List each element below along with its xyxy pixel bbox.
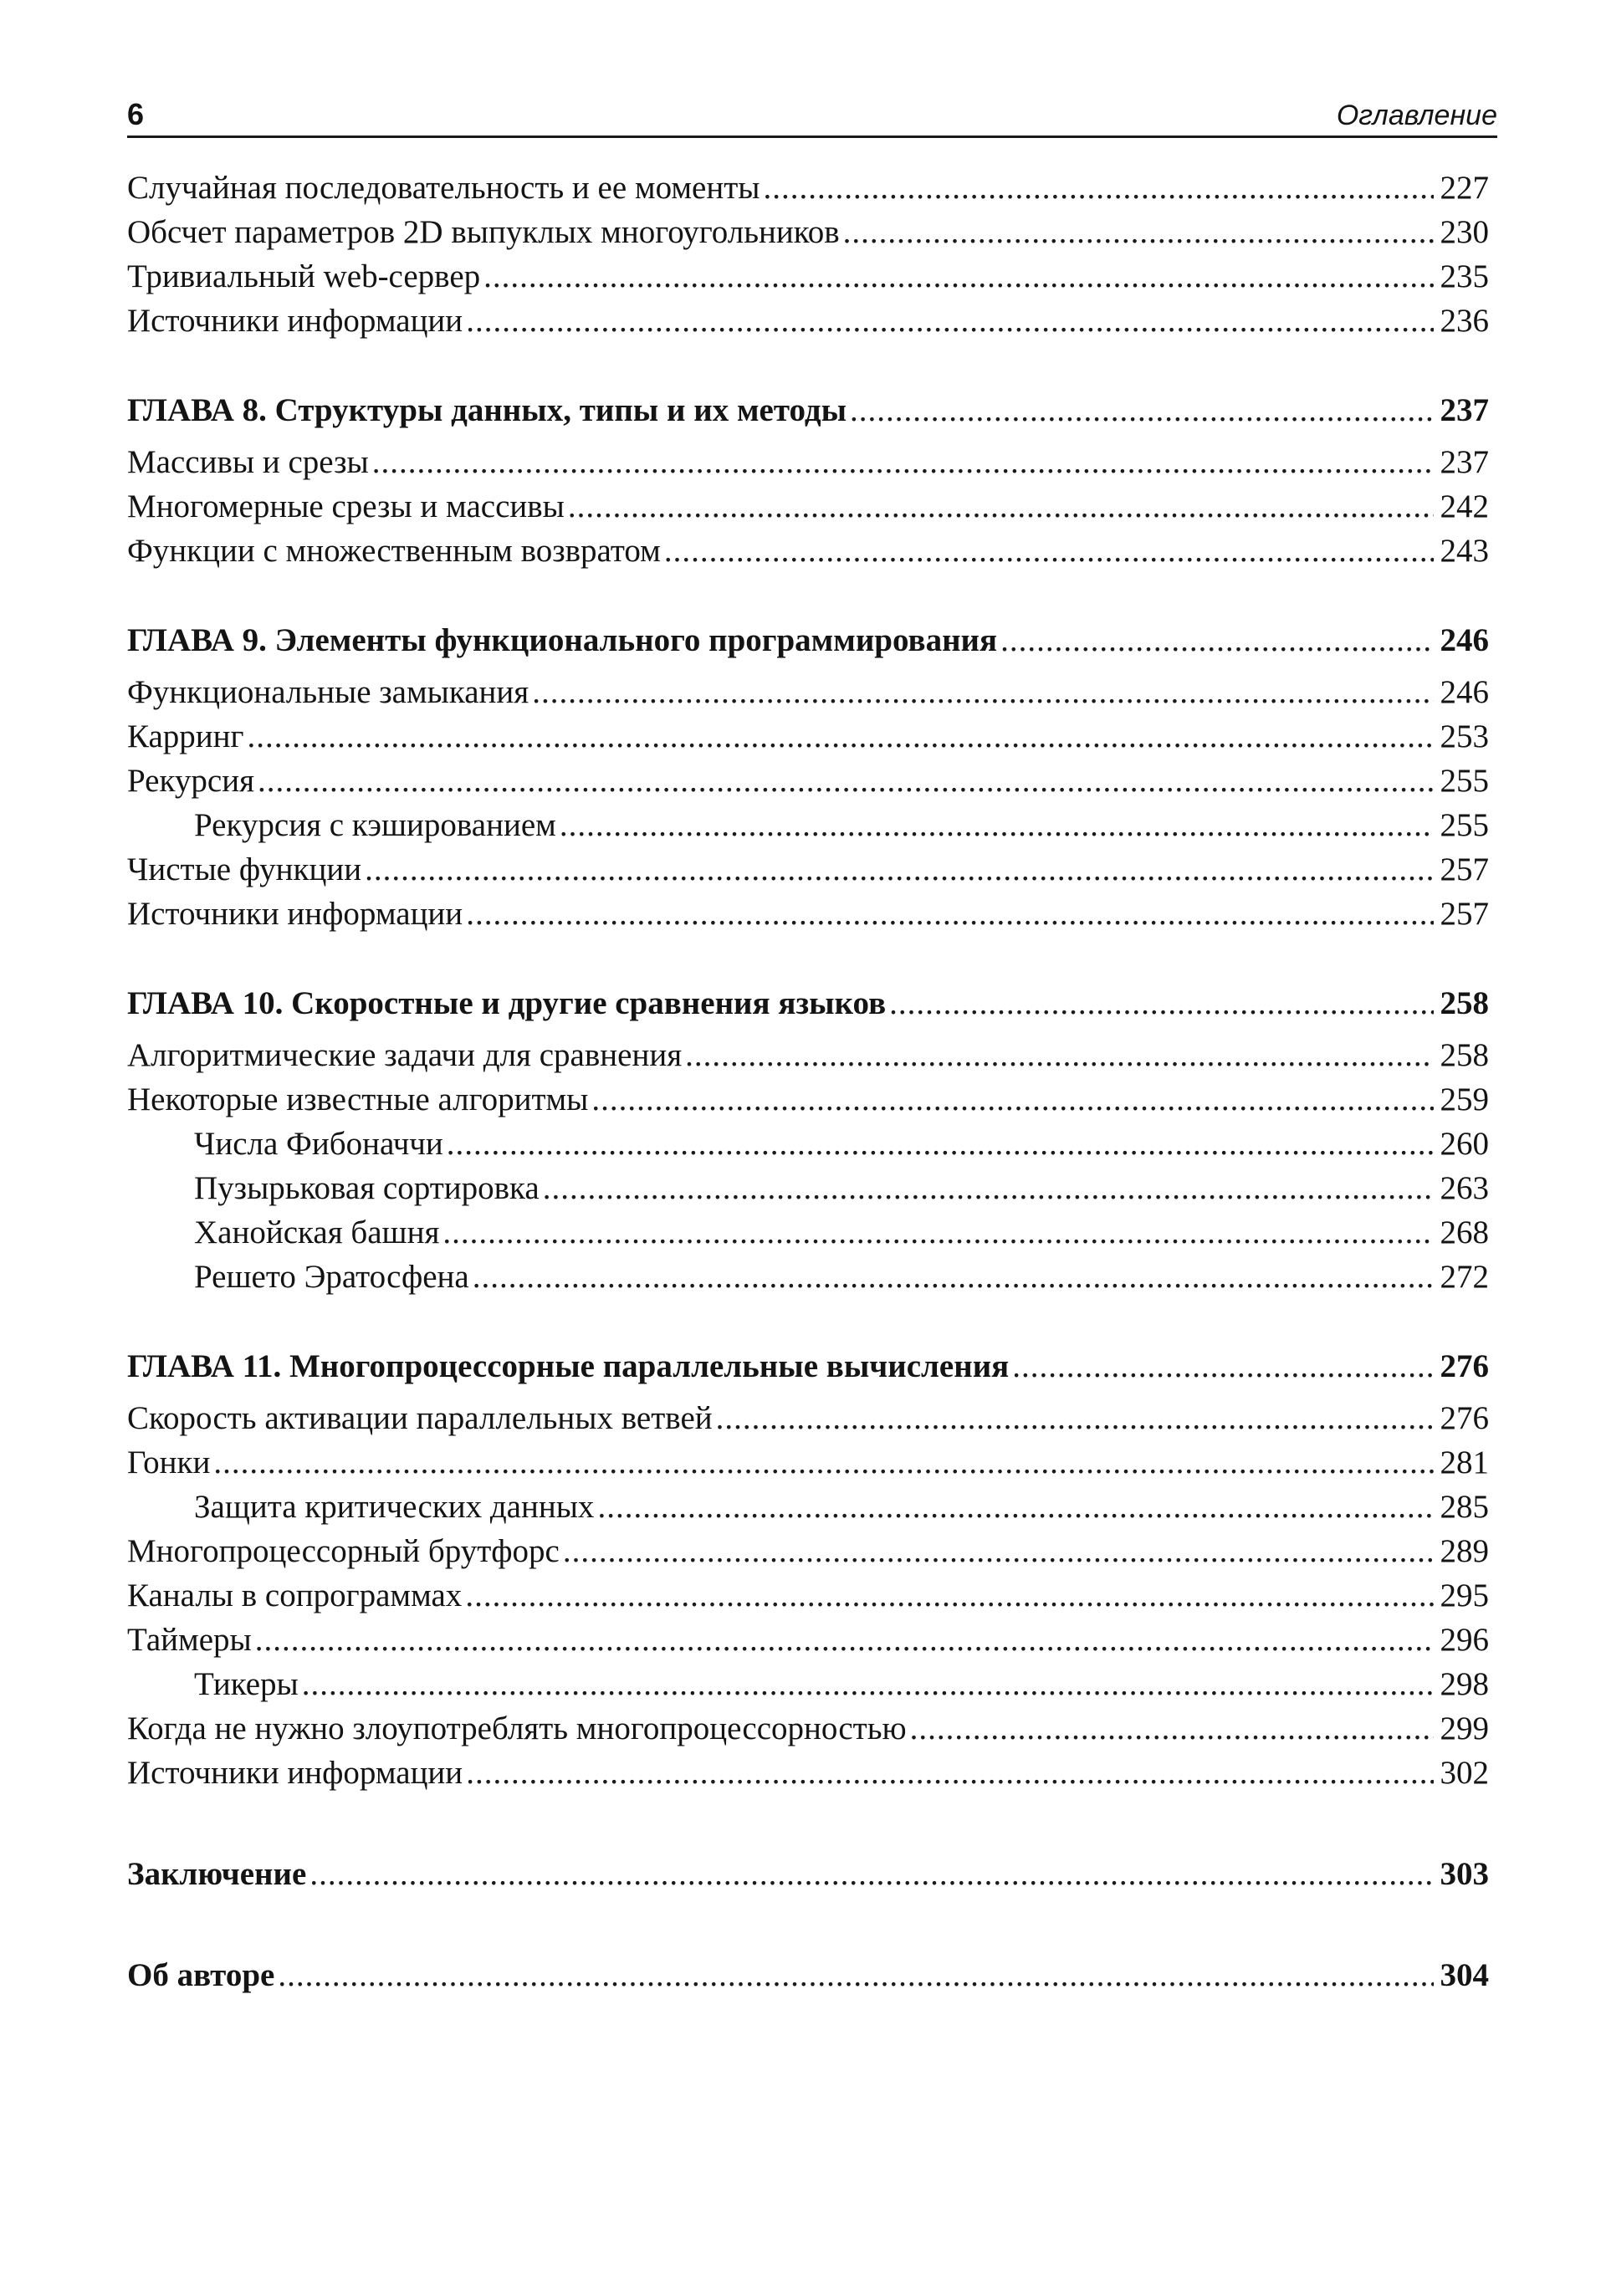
toc-subentry[interactable] — [127, 1166, 1489, 1210]
toc-entry[interactable] — [127, 1618, 1489, 1662]
toc-subentry[interactable] — [127, 803, 1489, 847]
section-title: Заключение — [127, 1856, 307, 1892]
toc-entry-page: 230 — [1440, 214, 1489, 250]
dot-leader — [685, 1033, 1434, 1077]
dot-leader — [591, 1077, 1434, 1122]
toc-entry-page: 268 — [1440, 1214, 1489, 1250]
toc-entry-title: Некоторые известные алгоритмы — [127, 1082, 589, 1117]
dot-leader — [568, 484, 1434, 529]
dot-leader — [466, 892, 1434, 936]
chapter-page: 246 — [1440, 622, 1489, 658]
toc-entry-page: 236 — [1440, 303, 1489, 339]
dot-leader — [465, 1573, 1434, 1618]
toc-chapter-10[interactable] — [127, 981, 1489, 1025]
toc-entry-title: Пузырьковая сортировка — [194, 1170, 540, 1206]
dot-leader — [473, 1255, 1434, 1299]
toc-entry-title: Многомерные срезы и массивы — [127, 488, 565, 524]
dot-leader — [372, 440, 1434, 484]
dot-leader — [483, 254, 1434, 299]
toc-entry-title: Каналы в сопрограммах — [127, 1578, 463, 1613]
toc-entry-page: 257 — [1440, 851, 1489, 887]
dot-leader — [255, 1618, 1434, 1662]
toc-entry-page: 237 — [1440, 444, 1489, 480]
section-page: 303 — [1440, 1856, 1489, 1892]
toc-entry-page: 258 — [1440, 1037, 1489, 1073]
toc-subentry[interactable] — [127, 1662, 1489, 1706]
toc-entry[interactable] — [127, 892, 1489, 936]
toc-entry-page: 285 — [1440, 1489, 1489, 1525]
toc-chapter-9[interactable] — [127, 618, 1489, 662]
toc-entry-page: 259 — [1440, 1082, 1489, 1117]
dot-leader — [1012, 1344, 1434, 1388]
toc-entry[interactable] — [127, 847, 1489, 892]
toc-entry-page: 289 — [1440, 1533, 1489, 1569]
toc-entry-page: 255 — [1440, 807, 1489, 843]
toc-entry-title: Гонки — [127, 1445, 211, 1480]
toc-entry-title: Источники информации — [127, 1755, 463, 1791]
dot-leader — [302, 1662, 1434, 1706]
toc-entry-title: Случайная последовательность и ее моменты — [127, 170, 760, 206]
dot-leader — [560, 803, 1434, 847]
toc-entry-title: Обсчет параметров 2D выпуклых многоугольников — [127, 214, 840, 250]
toc-entry[interactable] — [127, 254, 1489, 299]
chapter-page: 258 — [1440, 985, 1489, 1021]
dot-leader — [466, 299, 1434, 343]
toc-entry-page: 255 — [1440, 763, 1489, 799]
toc-entry-title: Источники информации — [127, 303, 463, 339]
page-number: 6 — [127, 97, 145, 131]
dot-leader — [716, 1396, 1434, 1440]
toc-entry-page: 243 — [1440, 533, 1489, 569]
toc-entry[interactable] — [127, 166, 1489, 210]
toc-entry-title: Числа Фибоначчи — [194, 1126, 443, 1162]
toc-entry[interactable] — [127, 714, 1489, 759]
chapter-page: 237 — [1440, 392, 1489, 428]
toc-entry[interactable] — [127, 670, 1489, 714]
toc-entry-page: 299 — [1440, 1710, 1489, 1746]
toc-entry[interactable] — [127, 210, 1489, 254]
toc-entry-title: Карринг — [127, 718, 244, 754]
dot-leader — [563, 1529, 1434, 1573]
toc-entry[interactable] — [127, 1077, 1489, 1122]
toc-entry[interactable] — [127, 759, 1489, 803]
toc-chapter-8[interactable] — [127, 388, 1489, 432]
toc-entry-title: Рекурсия — [127, 763, 255, 799]
toc-entry-title: Скорость активации параллельных ветвей — [127, 1400, 713, 1436]
dot-leader — [889, 981, 1434, 1025]
toc-entry[interactable] — [127, 1529, 1489, 1573]
chapter-title: ГЛАВА 10. Скоростные и другие сравнения языков — [127, 985, 887, 1021]
toc-subentry[interactable] — [127, 1255, 1489, 1299]
toc-entry-title: Чистые функции — [127, 851, 362, 887]
toc-subentry[interactable] — [127, 1122, 1489, 1166]
toc-entry-page: 253 — [1440, 718, 1489, 754]
toc-entry-title: Тривиальный web-сервер — [127, 258, 481, 294]
toc-entry-title: Ханойская башня — [194, 1214, 440, 1250]
dot-leader — [532, 670, 1434, 714]
toc-entry-title: Многопроцессорный брутфорс — [127, 1533, 560, 1569]
dot-leader — [843, 210, 1434, 254]
dot-leader — [213, 1440, 1434, 1485]
toc-entry[interactable] — [127, 1751, 1489, 1795]
dot-leader — [447, 1122, 1434, 1166]
toc-entry-page: 281 — [1440, 1445, 1489, 1480]
toc-entry-page: 257 — [1440, 896, 1489, 932]
toc-entry-page: 246 — [1440, 674, 1489, 710]
toc-entry-page: 242 — [1440, 488, 1489, 524]
toc-entry-title: Алгоритмические задачи для сравнения — [127, 1037, 683, 1073]
toc-entry-title: Когда не нужно злоупотреблять многопроцессорностью — [127, 1710, 907, 1746]
toc-entry-title: Защита критических данных — [194, 1489, 595, 1525]
toc-entry-title: Источники информации — [127, 896, 463, 932]
toc-entry-page: 276 — [1440, 1400, 1489, 1436]
toc-entry[interactable] — [127, 1033, 1489, 1077]
toc-entry[interactable] — [127, 299, 1489, 343]
section-title: Об авторе — [127, 1957, 275, 1993]
toc-entry-page: 295 — [1440, 1578, 1489, 1613]
toc-entry[interactable] — [127, 1706, 1489, 1751]
toc-about-author[interactable] — [127, 1953, 1489, 1997]
dot-leader — [597, 1485, 1434, 1529]
toc-subentry[interactable] — [127, 1210, 1489, 1255]
toc-entry-page: 263 — [1440, 1170, 1489, 1206]
chapter-title: ГЛАВА 9. Элементы функционального программирования — [127, 622, 998, 658]
chapter-title: ГЛАВА 8. Структуры данных, типы и их методы — [127, 392, 847, 428]
dot-leader — [309, 1852, 1434, 1896]
toc-entry-page: 298 — [1440, 1666, 1489, 1702]
dot-leader — [278, 1953, 1434, 1997]
dot-leader — [466, 1751, 1434, 1795]
dot-leader — [365, 847, 1434, 892]
dot-leader — [664, 529, 1434, 573]
toc-entry[interactable] — [127, 1573, 1489, 1618]
page-header — [127, 87, 1497, 138]
toc-entry-title: Массивы и срезы — [127, 444, 369, 480]
toc-entry-page: 227 — [1440, 170, 1489, 206]
toc-entry-page: 260 — [1440, 1126, 1489, 1162]
dot-leader — [442, 1210, 1434, 1255]
chapter-page: 276 — [1440, 1348, 1489, 1384]
dot-leader — [258, 759, 1434, 803]
toc-entry-title: Таймеры — [127, 1622, 252, 1658]
toc-entry[interactable] — [127, 529, 1489, 573]
toc-entry-page: 235 — [1440, 258, 1489, 294]
section-page: 304 — [1440, 1957, 1489, 1993]
dot-leader — [763, 166, 1434, 210]
toc-entry-page: 272 — [1440, 1259, 1489, 1295]
dot-leader — [850, 388, 1434, 432]
toc-entry-title: Функции с множественным возвратом — [127, 533, 661, 569]
toc-entry-page: 296 — [1440, 1622, 1489, 1658]
toc-entry-page: 302 — [1440, 1755, 1489, 1791]
dot-leader — [910, 1706, 1434, 1751]
toc-chapter-11[interactable] — [127, 1344, 1489, 1388]
toc-entry[interactable] — [127, 1396, 1489, 1440]
running-head: Оглавление — [1336, 100, 1497, 131]
toc-subentry[interactable] — [127, 1485, 1489, 1529]
dot-leader — [543, 1166, 1434, 1210]
toc-entry-title: Функциональные замыкания — [127, 674, 529, 710]
dot-leader — [248, 714, 1434, 759]
toc-entry[interactable] — [127, 440, 1489, 484]
dot-leader — [1000, 618, 1434, 662]
table-of-contents — [127, 166, 1489, 1997]
toc-entry-title: Решето Эратосфена — [194, 1259, 469, 1295]
toc-entry-title: Тикеры — [194, 1666, 299, 1702]
toc-entry-title: Рекурсия с кэшированием — [194, 807, 556, 843]
toc-entry[interactable] — [127, 1440, 1489, 1485]
chapter-title: ГЛАВА 11. Многопроцессорные параллельные вычисления — [127, 1348, 1010, 1384]
toc-conclusion[interactable] — [127, 1852, 1489, 1896]
toc-entry[interactable] — [127, 484, 1489, 529]
